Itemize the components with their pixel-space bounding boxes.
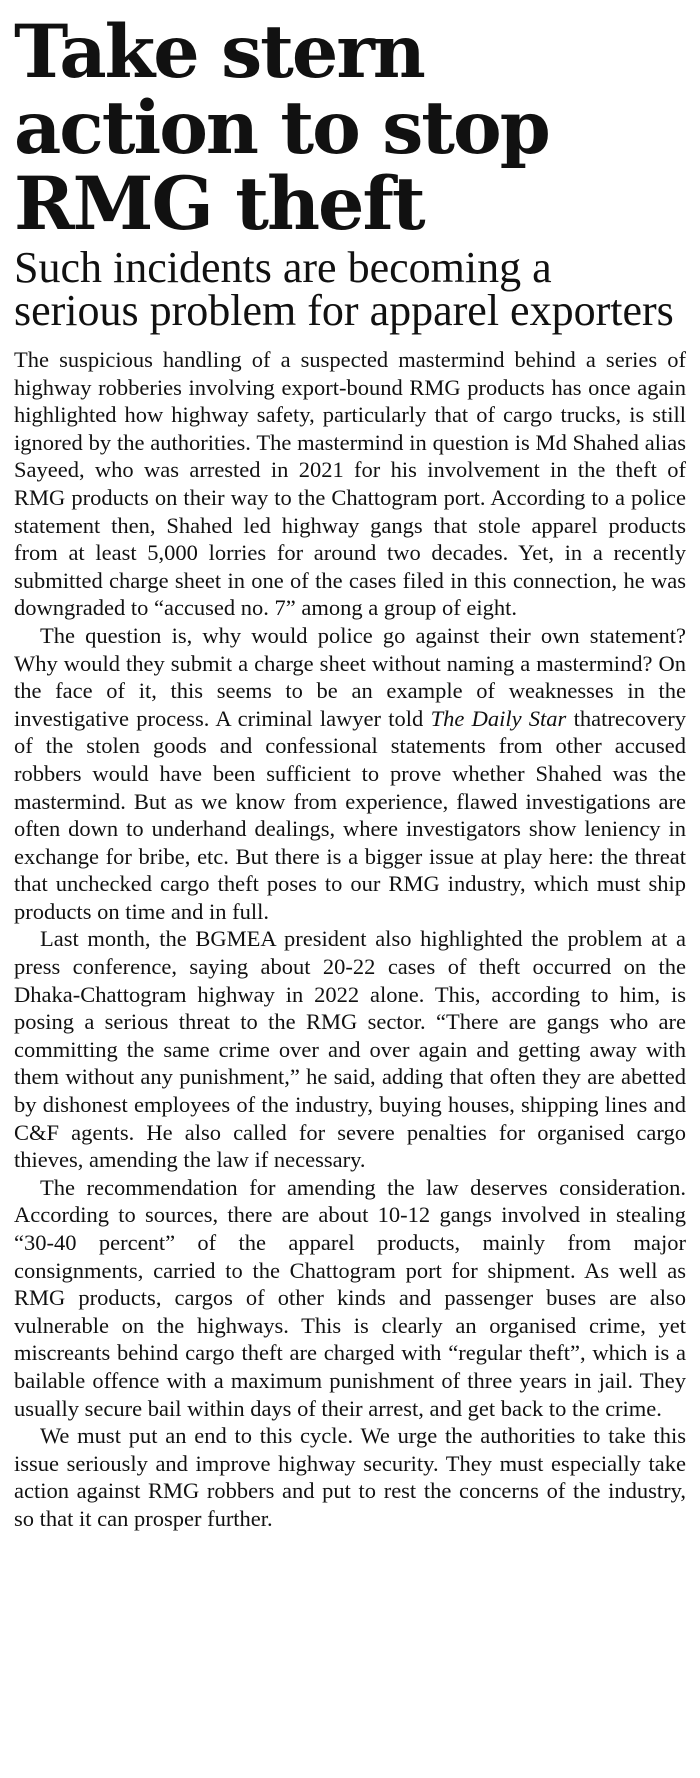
paragraph-4: The recommendation for amending the law deserves consideration. According to sources, there are about 10-12 gangs involved in stealing “30-40 percent” of the apparel products, mainly from major consignments, carried to the Chattogram port for shipment. As well as RMG products, cargos of other kinds and passenger buses are also vulnerable on the highways. This is clearly an organised crime, yet miscreants behind cargo theft are charged with “regular theft”, which is a bailable offence with a maximum punishment of three years in jail. They usually secure bail within days of their arrest, and get back to the crime.	[14, 1174, 686, 1421]
article-body	[14, 346, 686, 1533]
headline: Take stern action to stop RMG theft	[14, 9, 549, 247]
paragraph-2-text-after: thatrecovery of the stolen goods and confessional statements from other accused robbers would have been sufficient to prove whether Shahed was the mastermind. But as we know from experience, flawed investigations are often down to underhand dealings, where investigators show leniency in exchange for bribe, etc. But there is a bigger issue at play here: the threat that unchecked cargo theft poses to our RMG industry, which must ship products on time and in full.	[14, 705, 687, 924]
paragraph-5: We must put an end to this cycle. We urge the authorities to take this issue seriously and improve highway security. They must especially take action against RMG robbers and put to rest the concerns of the industry, so that it can prosper further.	[14, 1423, 686, 1531]
paragraph-2-text-before: The question is, why would police go against their own statement? Why would they submit a charge sheet without naming a mastermind? On the face of it, this seems to be an example of weaknesses in the investigative process. A criminal lawyer told	[14, 622, 686, 731]
paragraph-1: The suspicious handling of a suspected mastermind behind a series of highway robberies involving export-bound RMG products has once again highlighted how highway safety, particularly that of cargo trucks, is still ignored by the authorities. The mastermind in question is Md Shahed alias Sayeed, who was arrested in 2021 for his involvement in the theft of RMG products on their way to the Chattogram port. According to a police statement then, Shahed led highway gangs that stole apparel products from at least 5,000 lorries for around two decades. Yet, in a recently submitted charge sheet in one of the cases filed in this connection, he was downgraded to “accused no. 7” among a group of eight.	[14, 347, 686, 621]
paragraph-3: Last month, the BGMEA president also highlighted the problem at a press conference, saying about 20-22 cases of theft occurred on the Dhaka-Chattogram highway in 2022 alone. This, according to him, is posing a serious threat to the RMG sector. “There are gangs who are committing the same crime over and over again and getting away with them without any punishment,” he said, adding that often they are abetted by dishonest employees of the industry, buying houses, shipping lines and C&F agents. He also called for severe penalties for organised cargo thieves, amending the law if necessary.	[14, 926, 686, 1173]
subheadline: Such incidents are becoming a serious problem for apparel exporters	[14, 243, 674, 335]
paragraph-2	[14, 622, 686, 926]
newspaper-name: The Daily Star	[430, 705, 567, 731]
